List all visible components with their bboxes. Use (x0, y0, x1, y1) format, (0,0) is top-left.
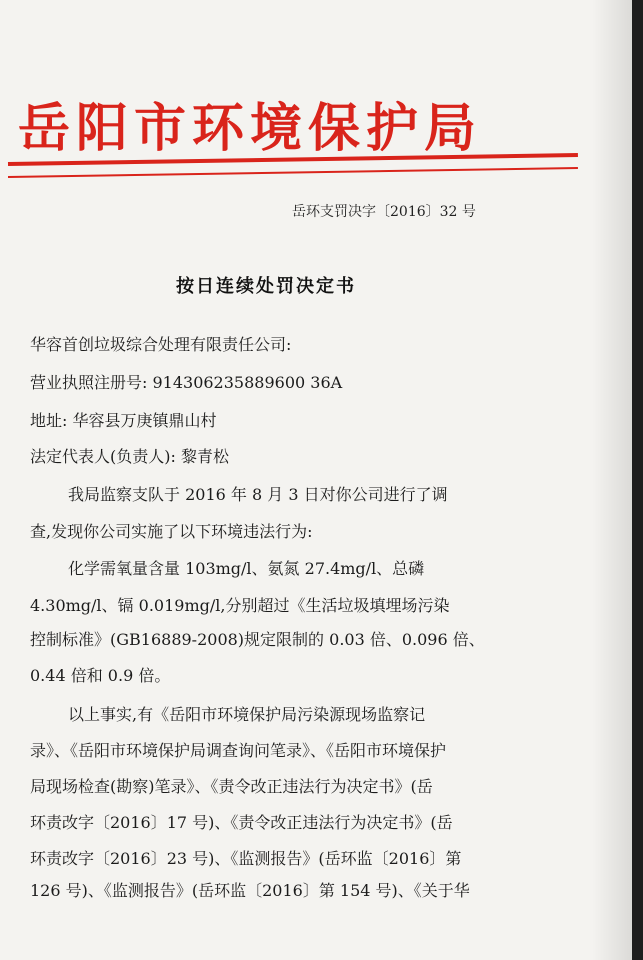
document-number: 岳环支罚决字〔2016〕32 号 (292, 204, 476, 220)
body-paragraph-line: 局现场检查(勘察)笔录》、《责令改正违法行为决定书》(岳 (30, 777, 433, 796)
legal-representative: 法定代表人(负责人): 黎青松 (30, 447, 229, 466)
addressee-company: 华容首创垃圾综合处理有限责任公司: (30, 335, 292, 354)
company-address: 地址: 华容县万庚镇鼎山村 (30, 411, 217, 430)
body-paragraph-line: 环责改字〔2016〕23 号)、《监测报告》(岳环监〔2016〕第 (30, 849, 462, 868)
body-paragraph-line: 控制标准》(GB16889-2008)规定限制的 0.03 倍、0.096 倍、 (30, 630, 485, 649)
body-paragraph-line: 4.30mg/l、镉 0.019mg/l,分别超过《生活垃圾填埋场污染 (30, 596, 450, 615)
body-paragraph-line: 以上事实,有《岳阳市环境保护局污染源现场监察记 (68, 705, 426, 724)
body-paragraph-line: 0.44 倍和 0.9 倍。 (30, 666, 171, 685)
letterhead-red-rule-thin (8, 167, 578, 178)
body-paragraph-line: 126 号)、《监测报告》(岳环监〔2016〕第 154 号)、《关于华 (30, 881, 470, 900)
dark-background-edge (632, 0, 643, 960)
letterhead-agency-name: 岳阳市环境保护局 (18, 98, 483, 159)
body-paragraph-line: 化学需氧量含量 103mg/l、氨氮 27.4mg/l、总磷 (68, 559, 425, 578)
body-paragraph-line: 录》、《岳阳市环境保护局调查询问笔录》、《岳阳市环境保护 (30, 741, 447, 760)
body-paragraph-line: 环责改字〔2016〕17 号)、《责令改正违法行为决定书》(岳 (30, 813, 453, 832)
body-paragraph-line: 查,发现你公司实施了以下环境违法行为: (30, 522, 313, 541)
document-title: 按日连续处罚决定书 (176, 276, 356, 297)
business-license-number: 营业执照注册号: 914306235889600 36A (30, 373, 343, 392)
body-paragraph-line: 我局监察支队于 2016 年 8 月 3 日对你公司进行了调 (68, 485, 448, 504)
